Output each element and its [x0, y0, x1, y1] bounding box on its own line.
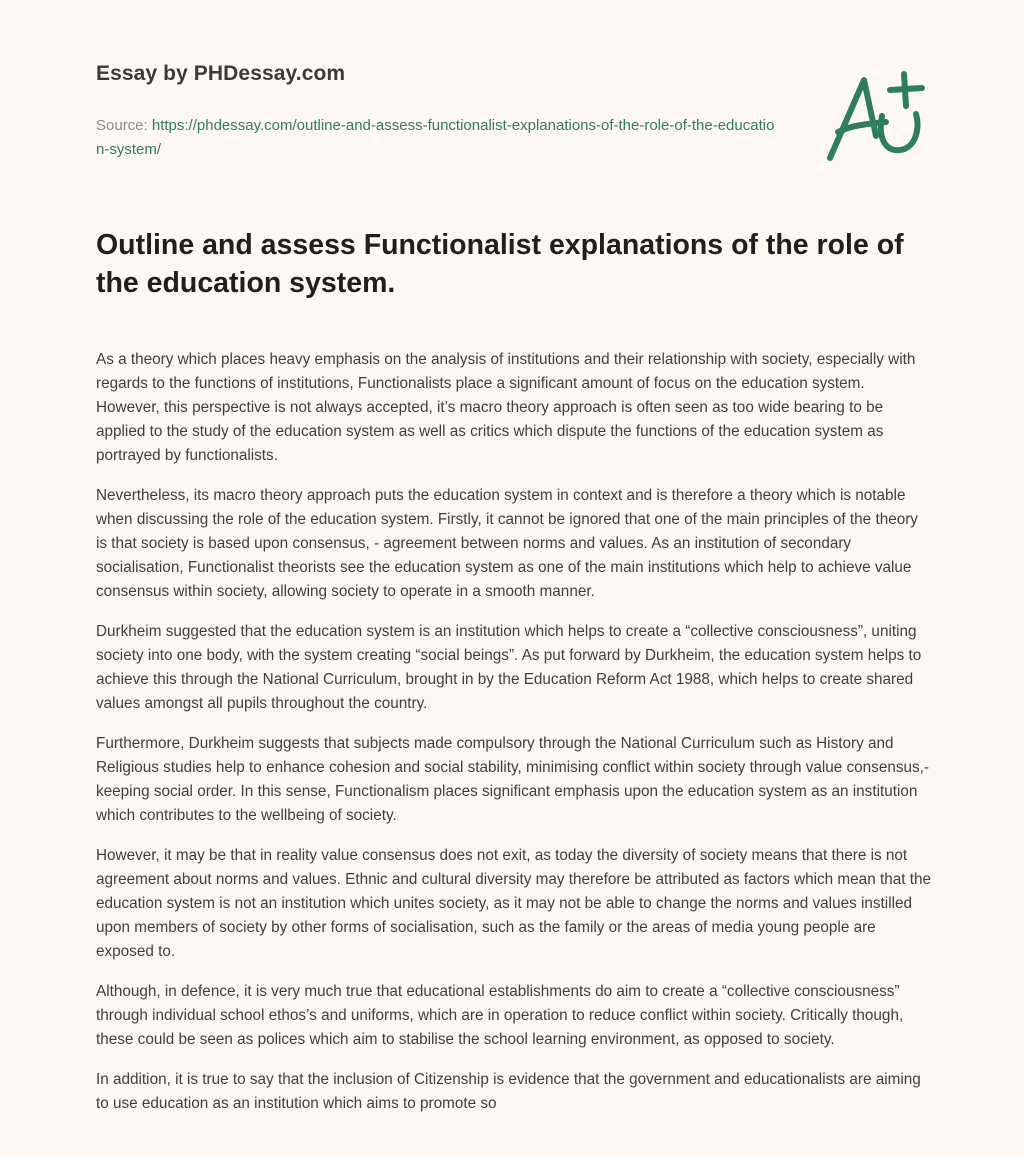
site-brand: Essay by PHDessay.com [96, 62, 346, 85]
essay-paragraph: Although, in defence, it is very much true that educational establishments do aim to create a “collective consciousness” through individual school ethos’s and uniforms, which are in operation to reduce conflict within society. Critically though, these could be seen as polices which aim to stabilise the school learning environment, as opposed to society. [96, 983, 904, 1048]
essay-body [96, 348, 932, 1132]
essay-paragraph: Nevertheless, its macro theory approach puts the education system in context and is therefore a theory which is notable when discussing the role of the education system. Firstly, it cannot be ignored that one of the main principles of the theory is that society is based upon consensus, - agreement between norms and values. As an institution of secondary socialisation, Functionalist theorists see the education system as one of the main institutions which help to achieve value consensus within society, allowing society to operate in a smooth manner. [96, 487, 918, 600]
source-line [96, 114, 776, 162]
essay-paragraph: However, it may be that in reality value consensus does not exit, as today the diversity of society means that there is not agreement about norms and values. Ethnic and cultural diversity may therefore be attributed as factors which mean that the education system is not an institution which unites society, as it may not be able to change the norms and values instilled upon members of society by other forms of socialisation, such as the family or the areas of media young people are exposed to. [96, 847, 931, 960]
source-link[interactable]: https://phdessay.com/outline-and-assess-functionalist-explanations-of-the-role-of-the-education-system/ [96, 117, 775, 158]
a-plus-grade-icon [820, 66, 930, 166]
essay-title: Outline and assess Functionalist explanations of the role of the education system. [96, 229, 904, 299]
essay-paragraph: As a theory which places heavy emphasis on the analysis of institutions and their relationship with society, especially with regards to the functions of institutions, Functionalists place a significant amount of focus on the education system. However, this perspective is not always accepted, it’s macro theory approach is often seen as too wide bearing to be applied to the study of the education system as well as critics which dispute the functions of the education system as portrayed by functionalists. [96, 351, 916, 464]
essay-paragraph: In addition, it is true to say that the inclusion of Citizenship is evidence that the government and educationalists are aiming to use education as an institution which aims to promote so [96, 1071, 921, 1112]
essay-paragraph: Durkheim suggested that the education system is an institution which helps to create a “collective consciousness”, uniting society into one body, with the system creating “social beings”. As put forward by Durkheim, the education system helps to achieve this through the National Curriculum, brought in by the Education Reform Act 1988, which helps to create shared values amongst all pupils throughout the country. [96, 623, 922, 712]
page-header [96, 62, 796, 162]
source-label: Source: [96, 117, 152, 134]
essay-paragraph: Furthermore, Durkheim suggests that subjects made compulsory through the National Curriculum such as History and Religious studies help to enhance cohesion and social stability, minimising conflict within society through value consensus,- keeping social order. In this sense, Functionalism places significant emphasis upon the education system as an institution which contributes to the wellbeing of society. [96, 735, 929, 824]
